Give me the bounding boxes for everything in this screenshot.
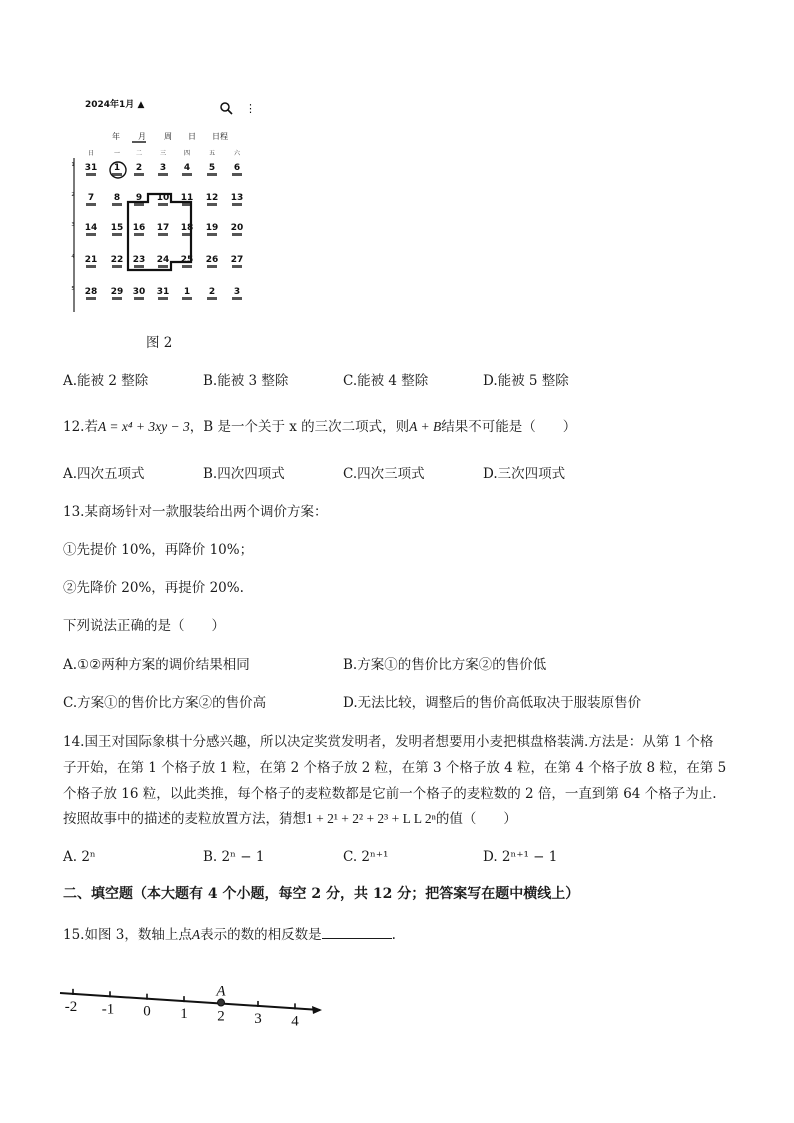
q12-option-a: A.四次五项式 xyxy=(63,466,145,482)
section2-heading: 二、填空题（本大题有 4 个小题，每空 2 分，共 12 分；把答案写在题中横线上） xyxy=(63,886,580,902)
q12-option-b: B.四次四项式 xyxy=(203,466,285,482)
calendar-day: 8 xyxy=(113,193,121,203)
calendar-lunar-date-smudge xyxy=(112,265,122,268)
calendar-day: 3 xyxy=(159,163,167,173)
calendar-day: 15 xyxy=(110,223,124,233)
number-line-tick-label: 1 xyxy=(180,1006,188,1023)
calendar-lunar-date-smudge xyxy=(232,297,242,300)
q12-expr: A = x⁴ + 3xy − 3 xyxy=(97,419,190,434)
q11-option-a: A.能被 2 整除 xyxy=(63,373,149,389)
q15-end: . xyxy=(391,927,396,943)
q12-suffix: 结果不可能是（ ） xyxy=(441,419,577,435)
point-a-label: A xyxy=(216,983,226,1000)
q14-sum-expr: 1 + 2¹ + 2² + 2³ + L L 2ⁿ xyxy=(306,811,436,826)
calendar-lunar-date-smudge xyxy=(134,233,144,236)
calendar-day: 30 xyxy=(132,287,146,297)
calendar-day: 14 xyxy=(84,223,98,233)
calendar-lunar-date-smudge xyxy=(182,173,192,176)
calendar-lunar-date-smudge xyxy=(182,297,192,300)
calendar-week-number: 2 xyxy=(71,192,75,198)
calendar-lunar-date-smudge xyxy=(232,173,242,176)
q12-prefix: 12.若 xyxy=(63,419,98,435)
calendar-lunar-date-smudge xyxy=(158,203,168,206)
q14-line1: 14.国王对国际象棋十分感兴趣，所以决定奖赏发明者，发明者想要用小麦把棋盘格装满.方法是：从第 1 个格 xyxy=(63,734,714,750)
calendar-lunar-date-smudge xyxy=(134,173,144,176)
calendar-week-header: 日 xyxy=(87,150,95,157)
calendar-week-header: 六 xyxy=(233,150,241,157)
calendar-week-header: 五 xyxy=(208,150,216,157)
calendar-lunar-date-smudge xyxy=(112,203,122,206)
calendar-tab: 周 xyxy=(164,132,172,141)
calendar-lunar-date-smudge xyxy=(207,297,217,300)
q13-ask: 下列说法正确的是（ ） xyxy=(63,618,225,634)
calendar-lunar-date-smudge xyxy=(86,203,96,206)
q12-expr2: A + B xyxy=(409,419,442,434)
calendar-day: 2 xyxy=(135,163,143,173)
calendar-lunar-date-smudge xyxy=(134,203,144,206)
number-line-tick-label: 2 xyxy=(217,1008,225,1025)
q14-option-a: A. 2ⁿ xyxy=(63,849,96,865)
number-line-arrow xyxy=(312,1006,322,1014)
calendar-day: 1 xyxy=(113,163,121,173)
calendar-day: 7 xyxy=(87,193,95,203)
q13-option-c: C.方案①的售价比方案②的售价高 xyxy=(63,695,267,711)
calendar-lunar-date-smudge xyxy=(134,297,144,300)
calendar-day: 26 xyxy=(205,255,219,265)
calendar-day: 22 xyxy=(110,255,124,265)
calendar-day: 31 xyxy=(156,287,170,297)
calendar-lunar-date-smudge xyxy=(158,265,168,268)
calendar-lunar-date-smudge xyxy=(207,173,217,176)
calendar-lunar-date-smudge xyxy=(182,265,192,268)
number-line-tick-label: 0 xyxy=(143,1003,151,1020)
calendar-day: 28 xyxy=(84,287,98,297)
calendar-day: 1 xyxy=(183,287,191,297)
calendar-week-header: 三 xyxy=(159,150,167,157)
calendar-week-number: 5 xyxy=(71,286,75,292)
calendar-lunar-date-smudge xyxy=(86,173,96,176)
calendar-week-header: 二 xyxy=(135,150,143,157)
calendar-week-header: 四 xyxy=(183,150,191,157)
q13-plan1: ①先提价 10%，再降价 10%； xyxy=(63,542,254,558)
calendar-day: 11 xyxy=(180,193,194,203)
calendar-day: 4 xyxy=(183,163,191,173)
calendar-day: 23 xyxy=(132,255,146,265)
point-a-marker xyxy=(218,999,225,1006)
q14-option-b: B. 2ⁿ − 1 xyxy=(203,849,265,865)
q11-option-d: D.能被 5 整除 xyxy=(483,373,569,389)
calendar-lunar-date-smudge xyxy=(86,265,96,268)
calendar-lunar-date-smudge xyxy=(207,203,217,206)
calendar-week-number: 3 xyxy=(71,222,75,228)
calendar-day: 20 xyxy=(230,223,244,233)
calendar-lunar-date-smudge xyxy=(86,297,96,300)
calendar-tab: 日 xyxy=(188,132,196,141)
number-line-figure xyxy=(58,975,338,1035)
q13-option-b: B.方案①的售价比方案②的售价低 xyxy=(343,657,547,673)
calendar-day: 25 xyxy=(180,255,194,265)
calendar-lunar-date-smudge xyxy=(158,297,168,300)
number-line-axis xyxy=(60,993,320,1010)
q13-option-a: A.①②两种方案的调价结果相同 xyxy=(63,657,250,673)
calendar-week-number: 4 xyxy=(71,254,75,260)
calendar-day: 29 xyxy=(110,287,124,297)
calendar-lunar-date-smudge xyxy=(158,173,168,176)
q15-point: A xyxy=(191,927,201,942)
calendar-lunar-date-smudge xyxy=(158,233,168,236)
number-line-tick-label: 4 xyxy=(291,1013,299,1030)
calendar-lunar-date-smudge xyxy=(207,233,217,236)
q12-option-c: C.四次三项式 xyxy=(343,466,425,482)
calendar-day: 18 xyxy=(180,223,194,233)
calendar-lunar-date-smudge xyxy=(232,203,242,206)
q15-stem xyxy=(63,926,396,944)
q14-line4-suffix: 的值（ ） xyxy=(435,811,517,827)
figure2-caption: 图 2 xyxy=(146,335,173,351)
q14-line4-prefix: 按照故事中的描述的麦粒放置方法，猜想 xyxy=(63,811,306,827)
calendar-day: 27 xyxy=(230,255,244,265)
calendar-day: 10 xyxy=(156,193,170,203)
q11-option-b: B.能被 3 整除 xyxy=(203,373,289,389)
q14-line3: 个格子放 16 粒，以此类推，每个格子的麦粒数都是它前一个格子的麦粒数的 2 倍，一直到第 64 个格子为止. xyxy=(63,786,717,802)
q13-option-d: D.无法比较，调整后的售价高低取决于服装原售价 xyxy=(343,695,642,711)
calendar-day: 9 xyxy=(135,193,143,203)
calendar-tab: 年 xyxy=(112,132,120,141)
calendar-tab: 日程 xyxy=(212,132,228,141)
q13-stem: 13.某商场针对一款服装给出两个调价方案： xyxy=(63,504,328,520)
q11-option-c: C.能被 4 整除 xyxy=(343,373,429,389)
q15-suffix: 表示的数的相反数是 xyxy=(200,927,322,943)
q14-option-d: D. 2ⁿ⁺¹ − 1 xyxy=(483,849,558,865)
q12-mid: ，B 是一个关于 x 的三次二项式，则 xyxy=(189,419,410,435)
calendar-week-number: 1 xyxy=(71,162,75,168)
calendar-lunar-date-smudge xyxy=(134,265,144,268)
q12-stem xyxy=(63,418,576,436)
calendar-tab: 月 xyxy=(138,132,146,141)
q13-plan2: ②先降价 20%，再提价 20%. xyxy=(63,580,244,596)
calendar-week-header: 一 xyxy=(113,150,121,157)
q14-option-c: C. 2ⁿ⁺¹ xyxy=(343,849,389,865)
number-line-tick-label: -1 xyxy=(101,1001,115,1018)
calendar-lunar-date-smudge xyxy=(112,233,122,236)
calendar-day: 31 xyxy=(84,163,98,173)
calendar-day: 19 xyxy=(205,223,219,233)
calendar-lunar-date-smudge xyxy=(112,297,122,300)
calendar-day: 6 xyxy=(233,163,241,173)
calendar-lunar-date-smudge xyxy=(112,173,122,176)
calendar-day: 5 xyxy=(208,163,216,173)
q15-prefix: 15.如图 3，数轴上点 xyxy=(63,927,192,943)
more-icon: ⋮ xyxy=(245,102,256,115)
calendar-lunar-date-smudge xyxy=(86,233,96,236)
calendar-day: 24 xyxy=(156,255,170,265)
calendar-day: 17 xyxy=(156,223,170,233)
calendar-lunar-date-smudge xyxy=(232,233,242,236)
q14-line4 xyxy=(63,810,517,828)
number-line-tick-label: 3 xyxy=(254,1010,262,1027)
calendar-day: 21 xyxy=(84,255,98,265)
calendar-figure xyxy=(70,90,270,315)
calendar-header-title: 2024年1月 ▲ xyxy=(85,100,145,110)
calendar-day: 12 xyxy=(205,193,219,203)
calendar-day: 13 xyxy=(230,193,244,203)
calendar-lunar-date-smudge xyxy=(207,265,217,268)
q12-option-d: D.三次四项式 xyxy=(483,466,566,482)
q14-line2: 子开始，在第 1 个格子放 1 粒，在第 2 个格子放 2 粒，在第 3 个格子放 4 粒，在第 4 个格子放 8 粒，在第 5 xyxy=(63,760,727,776)
number-line-tick-label: -2 xyxy=(64,998,78,1015)
q15-answer-blank xyxy=(322,926,392,939)
calendar-lunar-date-smudge xyxy=(232,265,242,268)
calendar-day: 2 xyxy=(208,287,216,297)
calendar-day: 16 xyxy=(132,223,146,233)
calendar-day: 3 xyxy=(233,287,241,297)
